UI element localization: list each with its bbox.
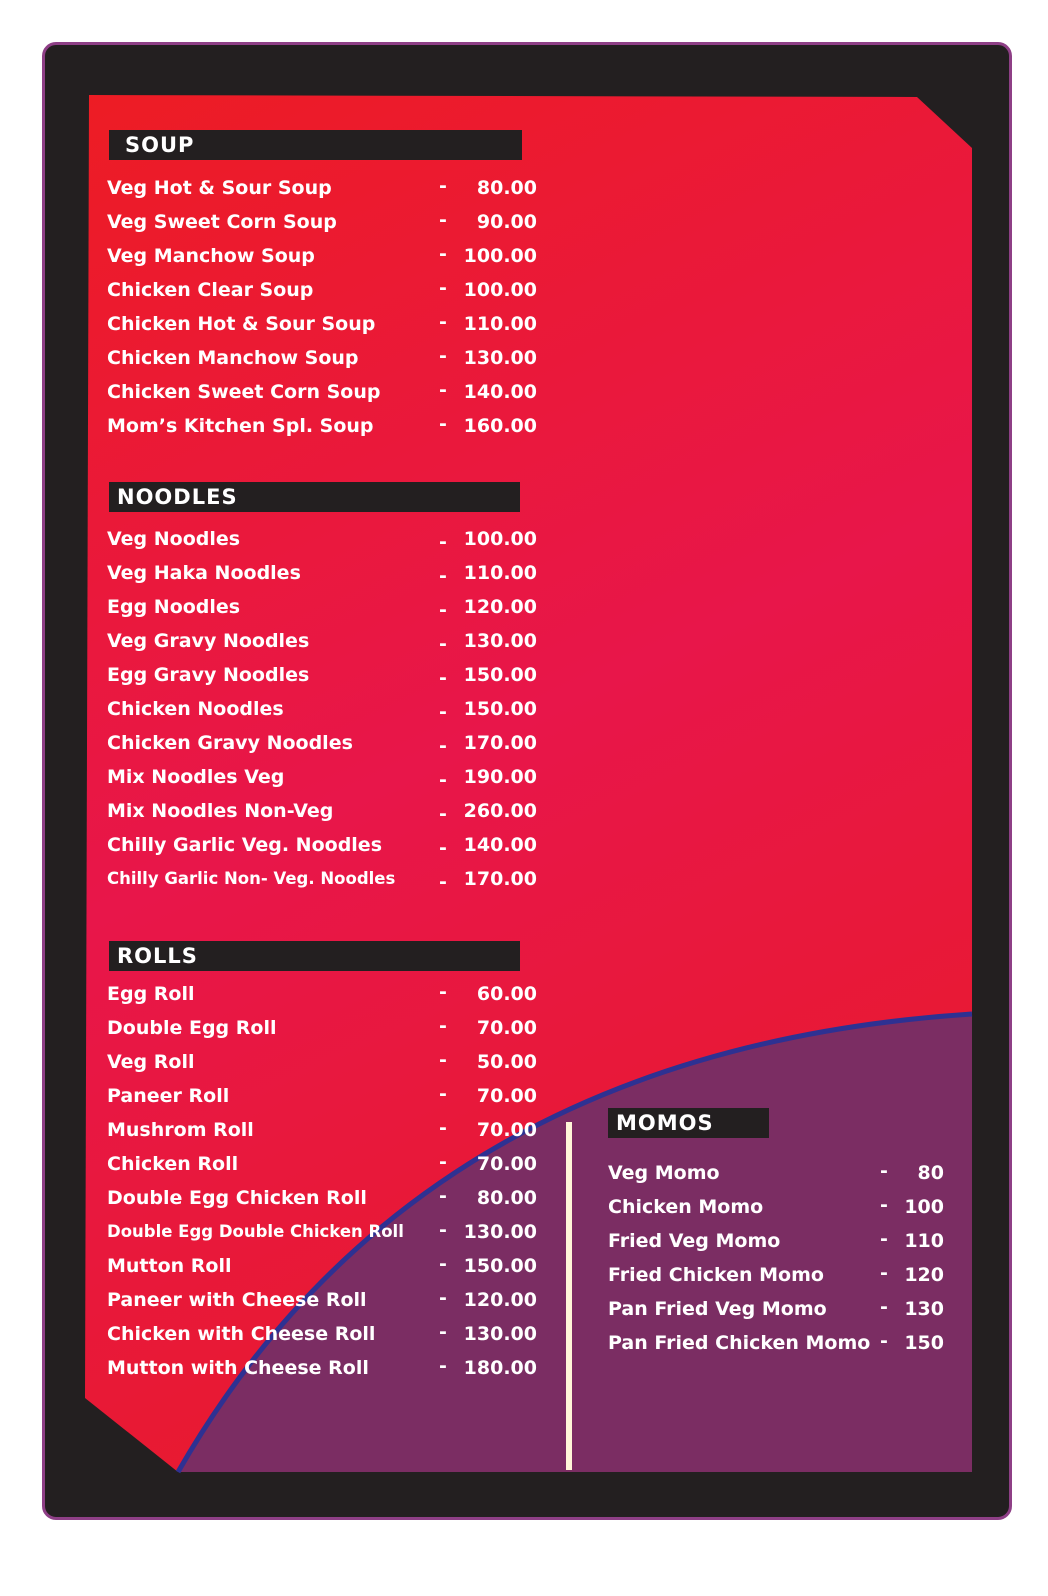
item-name: Pan Fried Chicken Momo [608, 1332, 871, 1354]
menu-item [107, 590, 537, 624]
item-name: Egg Gravy Noodles [107, 664, 310, 686]
menu-item [107, 1317, 537, 1351]
item-name: Mutton Roll [107, 1255, 232, 1277]
menu-item [608, 1258, 944, 1292]
menu-item [107, 1215, 537, 1249]
item-name: Chicken Clear Soup [107, 279, 314, 301]
menu-item [107, 1351, 537, 1385]
menu-item [107, 375, 537, 409]
item-dash: - [439, 1287, 447, 1309]
menu-item [107, 1045, 537, 1079]
momos-title: MOMOS [616, 1111, 714, 1135]
menu-item [107, 828, 537, 862]
item-dash: - [439, 1185, 447, 1207]
item-price: 150.00 [463, 1255, 537, 1277]
soup-header [109, 130, 522, 160]
menu-item [107, 726, 537, 760]
item-name: Mix Noodles Non-Veg [107, 800, 334, 822]
item-name: Egg Noodles [107, 596, 241, 618]
menu-item [107, 862, 537, 896]
item-price: 260.00 [463, 800, 537, 822]
item-price: 150.00 [463, 698, 537, 720]
item-name: Egg Roll [107, 983, 195, 1005]
item-dash: - [439, 735, 447, 757]
menu-item [107, 1181, 537, 1215]
rolls-title: ROLLS [117, 944, 198, 968]
item-price: 140.00 [463, 834, 537, 856]
item-name: Chicken Manchow Soup [107, 347, 359, 369]
item-dash: - [439, 1321, 447, 1343]
item-name: Mushrom Roll [107, 1119, 254, 1141]
item-price: 130 [904, 1298, 944, 1320]
item-dash: - [439, 175, 447, 197]
item-dash: - [439, 803, 447, 825]
item-price: 100.00 [463, 245, 537, 267]
item-dash: - [439, 769, 447, 791]
item-dash: - [439, 667, 447, 689]
item-dash: - [439, 209, 447, 231]
item-price: 70.00 [476, 1119, 537, 1141]
item-dash: - [439, 531, 447, 553]
item-price: 80.00 [476, 177, 537, 199]
item-price: 130.00 [463, 1221, 537, 1243]
item-price: 170.00 [463, 732, 537, 754]
menu-item [107, 624, 537, 658]
item-price: 50.00 [476, 1051, 537, 1073]
item-dash: - [439, 1015, 447, 1037]
noodles-title: NOODLES [117, 485, 238, 509]
item-dash: - [880, 1194, 888, 1216]
menu-item [107, 556, 537, 590]
item-name: Veg Noodles [107, 528, 241, 550]
menu-item [107, 658, 537, 692]
item-dash: - [439, 981, 447, 1003]
item-name: Veg Gravy Noodles [107, 630, 310, 652]
momos-list [608, 1156, 944, 1360]
menu-item [107, 171, 537, 205]
item-dash: - [880, 1262, 888, 1284]
vertical-divider [566, 1122, 572, 1470]
item-price: 70.00 [476, 1085, 537, 1107]
item-dash: - [439, 379, 447, 401]
item-price: 130.00 [463, 347, 537, 369]
item-name: Chicken Noodles [107, 698, 284, 720]
item-dash: - [439, 1219, 447, 1241]
item-name: Chicken Momo [608, 1196, 764, 1218]
menu-item [107, 273, 537, 307]
menu-item [608, 1326, 944, 1360]
item-name: Veg Manchow Soup [107, 245, 315, 267]
item-price: 110 [904, 1230, 944, 1252]
item-price: 120.00 [463, 1289, 537, 1311]
item-name: Veg Sweet Corn Soup [107, 211, 337, 233]
item-name: Paneer Roll [107, 1085, 230, 1107]
item-dash: - [880, 1228, 888, 1250]
item-dash: - [439, 243, 447, 265]
menu-item [107, 692, 537, 726]
item-name: Double Egg Roll [107, 1017, 277, 1039]
rolls-list [107, 977, 537, 1385]
item-price: 190.00 [463, 766, 537, 788]
item-dash: - [439, 837, 447, 859]
menu-item [107, 760, 537, 794]
menu-item [107, 205, 537, 239]
menu-item [107, 1079, 537, 1113]
item-name: Mom’s Kitchen Spl. Soup [107, 415, 374, 437]
item-name: Pan Fried Veg Momo [608, 1298, 827, 1320]
noodles-header [109, 482, 520, 512]
rolls-header [109, 941, 520, 971]
item-dash: - [439, 413, 447, 435]
item-price: 170.00 [463, 868, 537, 890]
noodles-list [107, 522, 537, 896]
item-price: 130.00 [463, 630, 537, 652]
item-dash: - [439, 1151, 447, 1173]
menu-item [107, 1249, 537, 1283]
item-dash: - [439, 311, 447, 333]
item-price: 60.00 [476, 983, 537, 1005]
item-dash: - [439, 1253, 447, 1275]
item-price: 150 [904, 1332, 944, 1354]
item-name: Veg Roll [107, 1051, 195, 1073]
item-name: Chicken Roll [107, 1153, 239, 1175]
item-price: 110.00 [463, 562, 537, 584]
item-price: 120 [904, 1264, 944, 1286]
menu-item [107, 794, 537, 828]
menu-item [107, 239, 537, 273]
item-price: 110.00 [463, 313, 537, 335]
menu-item [107, 977, 537, 1011]
item-dash: - [439, 565, 447, 587]
item-name: Fried Chicken Momo [608, 1264, 824, 1286]
menu-item [608, 1156, 944, 1190]
menu-item [107, 1147, 537, 1181]
item-price: 150.00 [463, 664, 537, 686]
menu-item [107, 307, 537, 341]
menu-item [107, 522, 537, 556]
menu-item [107, 1011, 537, 1045]
item-dash: - [439, 599, 447, 621]
item-dash: - [880, 1296, 888, 1318]
item-dash: - [439, 1049, 447, 1071]
item-name: Paneer with Cheese Roll [107, 1289, 367, 1311]
item-name: Mix Noodles Veg [107, 766, 285, 788]
item-price: 70.00 [476, 1017, 537, 1039]
item-dash: - [439, 633, 447, 655]
item-price: 100.00 [463, 528, 537, 550]
item-price: 100 [904, 1196, 944, 1218]
item-price: 130.00 [463, 1323, 537, 1345]
soup-title: SOUP [125, 133, 195, 157]
item-name: Fried Veg Momo [608, 1230, 781, 1252]
item-dash: - [439, 1083, 447, 1105]
item-price: 140.00 [463, 381, 537, 403]
soup-list [107, 171, 537, 443]
item-price: 70.00 [476, 1153, 537, 1175]
item-price: 80.00 [476, 1187, 537, 1209]
item-dash: - [880, 1330, 888, 1352]
menu-item [608, 1190, 944, 1224]
item-price: 120.00 [463, 596, 537, 618]
item-dash: - [439, 871, 447, 893]
menu-item [107, 1283, 537, 1317]
item-name: Chicken with Cheese Roll [107, 1323, 376, 1345]
item-dash: - [880, 1160, 888, 1182]
menu-item [107, 341, 537, 375]
item-name: Chicken Hot & Sour Soup [107, 313, 376, 335]
item-name: Veg Momo [608, 1162, 720, 1184]
item-price: 100.00 [463, 279, 537, 301]
menu-item [608, 1224, 944, 1258]
item-price: 90.00 [476, 211, 537, 233]
item-name: Chicken Gravy Noodles [107, 732, 353, 754]
menu-item [107, 409, 537, 443]
item-dash: - [439, 1117, 447, 1139]
item-name: Chicken Sweet Corn Soup [107, 381, 381, 403]
item-dash: - [439, 1355, 447, 1377]
momos-header [608, 1108, 769, 1138]
item-name: Chilly Garlic Veg. Noodles [107, 834, 382, 856]
item-name: Chilly Garlic Non- Veg. Noodles [107, 869, 396, 888]
item-name: Mutton with Cheese Roll [107, 1357, 369, 1379]
item-name: Veg Haka Noodles [107, 562, 301, 584]
item-name: Double Egg Chicken Roll [107, 1187, 367, 1209]
item-price: 80 [917, 1162, 944, 1184]
item-price: 160.00 [463, 415, 537, 437]
menu-item [608, 1292, 944, 1326]
menu-item [107, 1113, 537, 1147]
item-price: 180.00 [463, 1357, 537, 1379]
item-dash: - [439, 277, 447, 299]
item-name: Double Egg Double Chicken Roll [107, 1222, 404, 1241]
item-dash: - [439, 345, 447, 367]
item-dash: - [439, 701, 447, 723]
item-name: Veg Hot & Sour Soup [107, 177, 332, 199]
